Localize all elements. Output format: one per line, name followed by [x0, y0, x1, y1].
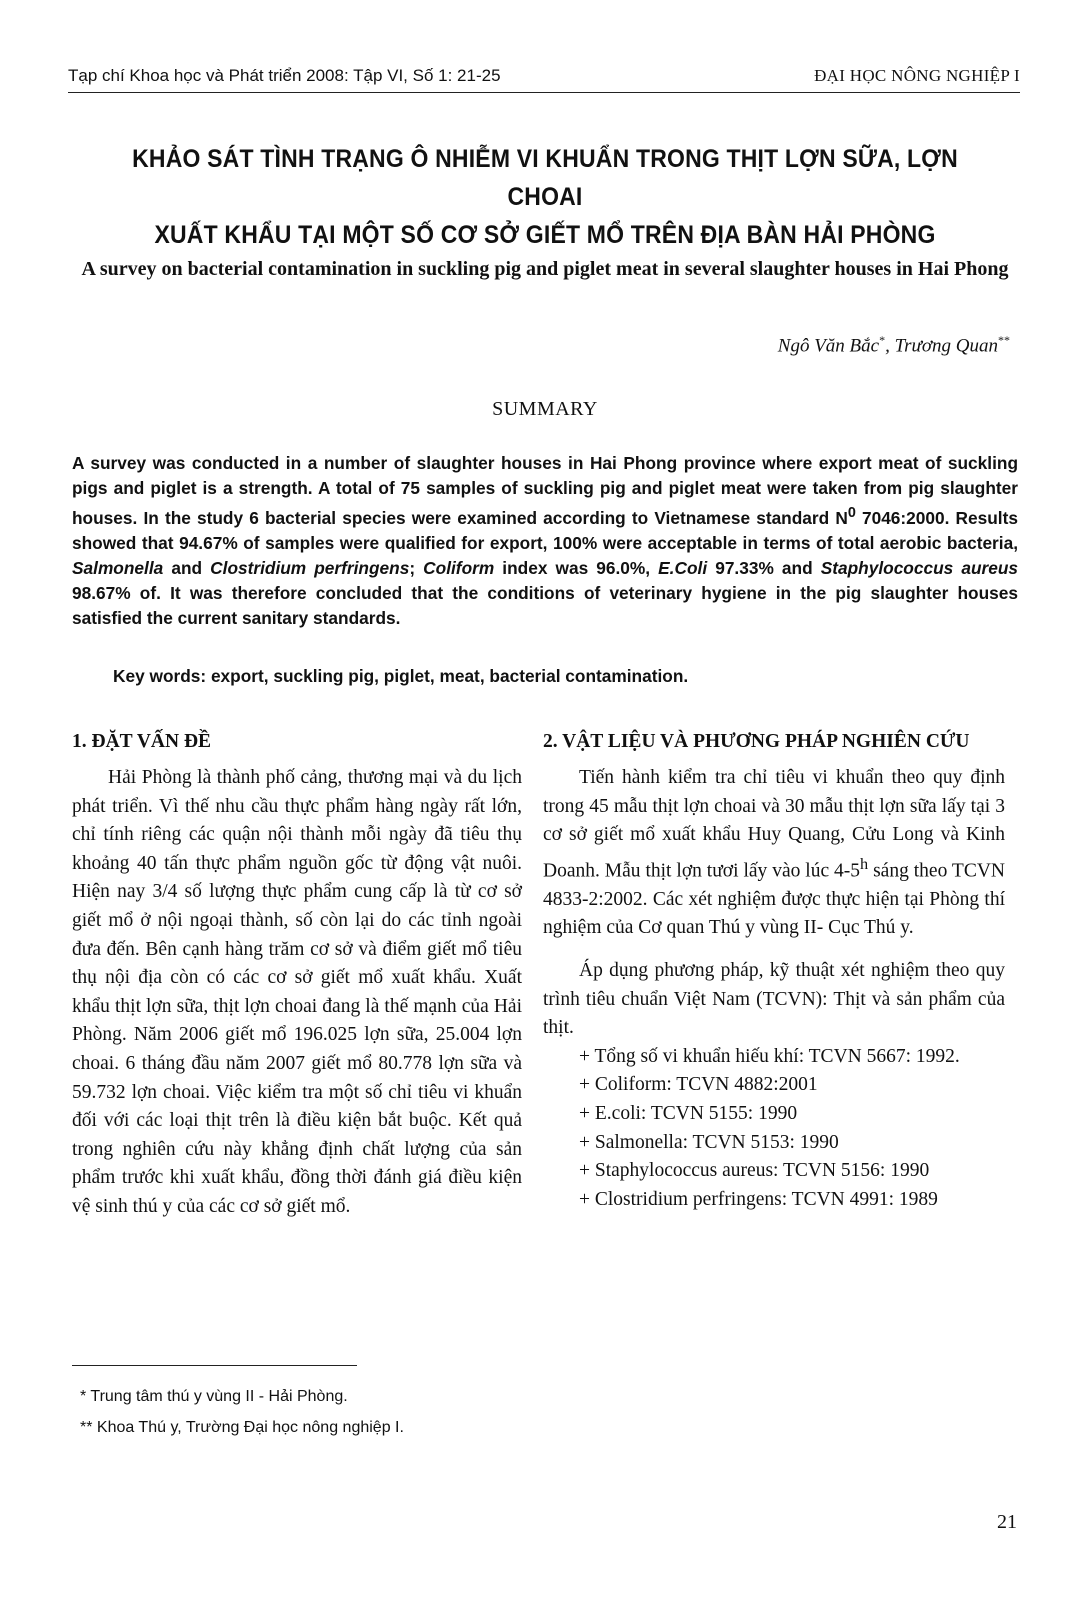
journal-citation: Tạp chí Khoa học và Phát triển 2008: Tập VI, Số 1: 21-25 [68, 66, 501, 85]
footnotes [80, 1381, 404, 1443]
page-number: 21 [997, 1511, 1017, 1533]
standard-item: + Clostridium perfringens: TCVN 4991: 1989 [579, 1188, 938, 1210]
author-1: Ngô Văn Bắc [777, 335, 880, 357]
running-header [68, 66, 1020, 93]
author-2: Trương Quan [894, 335, 998, 357]
vietnamese-title [99, 140, 991, 254]
summary-text-4: 97.33% and [707, 557, 821, 578]
section-1-body: Hải Phòng là thành phố cảng, thương mại và du lịch phát triển. Vì thế nhu cầu thực phẩm hàng ngày rất lớn, chỉ tính riêng các quận nội thành mỗi ngày đã tiêu thụ khoảng 40 tấn thực phẩm nguồn gốc từ động vật nuôi. Hiện nay 3/4 số lượng thực phẩm cung cấp là từ cơ sở giết mổ ở nội ngoại thành, số còn lại do các tỉnh ngoài đưa đến. Bên cạnh hàng trăm cơ sở và điểm giết mổ tiêu thụ nội địa còn có các cơ sở giết mổ xuất khẩu. Xuất khẩu thịt lợn sữa, thịt lợn choai đang là thế mạnh của Hải Phòng. Năm 2006 giết mổ 196.025 lợn sữa, 25.004 lợn choai. 6 tháng đầu năm 2007 giết mổ 80.778 lợn sữa và 59.732 lợn choai. Việc kiểm tra một số chỉ tiêu vi khuẩn đối với các loại thịt trên là điều kiện bắt buộc. Kết quả trong nghiên cứu này khẳng định chất lượng của sản phẩm trước khi xuất khẩu, đồng thời đánh giá điều kiện vệ sinh thú y của các cơ sở giết mổ. [72, 767, 522, 1217]
section-2-heading: 2. VẬT LIỆU VÀ PHƯƠNG PHÁP NGHIÊN CỨU [543, 731, 970, 752]
standard-item: + Salmonella: TCVN 5153: 1990 [579, 1131, 839, 1153]
column-left [72, 728, 522, 1222]
section-2-p1-b: sáng theo TCVN 4833-2:2002. Các xét nghiệm được thực hiện tại Phòng thí nghiệm của Cơ quan Thú y vùng II- Cục Thú y. [543, 860, 1005, 939]
vietnamese-title-line-2: XUẤT KHẨU TẠI MỘT SỐ CƠ SỞ GIẾT MỔ TRÊN ĐỊA BÀN HẢI PHÒNG [154, 221, 936, 249]
footnote-2: ** Khoa Thú y, Trường Đại học nông nghiệp I. [80, 1419, 404, 1436]
standard-item: + Coliform: TCVN 4882:2001 [579, 1074, 818, 1096]
university-name: ĐẠI HỌC NÔNG NGHIỆP I [814, 66, 1020, 85]
term-coliform: Coliform [423, 557, 495, 578]
footnote-1: * Trung tâm thú y vùng II - Hải Phòng. [80, 1388, 348, 1405]
author-1-mark: * [879, 333, 886, 347]
summary-semicolon: ; [409, 557, 424, 578]
summary-text-3: index was 96.0%, [494, 557, 659, 578]
term-salmonella: Salmonella [72, 557, 164, 578]
summary-heading: SUMMARY [492, 398, 598, 420]
standard-item: + Tổng số vi khuẩn hiếu khí: TCVN 5667: 1992. [579, 1045, 960, 1067]
english-title: A survey on bacterial contamination in suckling pig and piglet meat in several slaughter houses in Hai Phong [81, 258, 1009, 280]
author-separator: , [885, 335, 895, 357]
author-2-mark: ** [998, 333, 1010, 347]
column-right [543, 728, 1005, 1214]
vietnamese-title-line-1: KHẢO SÁT TÌNH TRẠNG Ô NHIỄM VI KHUẨN TRONG THỊT LỢN SỮA, LỢN CHOAI [132, 145, 958, 211]
summary-and: and [163, 557, 211, 578]
section-2-paragraph-2: Áp dụng phương pháp, kỹ thuật xét nghiệm theo quy trình tiêu chuẩn Việt Nam (TCVN): Thịt và sản phẩm của thịt. [543, 960, 1005, 1039]
term-ecoli: E.Coli [658, 557, 708, 578]
section-2-p1-a: Tiến hành kiểm tra chỉ tiêu vi khuẩn theo quy định trong 45 mẫu thịt lợn choai và 30 mẫu thịt lợn sữa lấy tại 3 cơ sở giết mổ xuất khẩu Huy Quang, Cửu Long và Kinh Doanh. Mẫu thịt lợn tươi lấy vào lúc 4-5 [543, 767, 1005, 882]
keywords: Key words: export, suckling pig, piglet, meat, bacterial contamination. [113, 666, 689, 686]
summary-sup: 0 [847, 505, 856, 521]
section-2-p1-sup: h [860, 854, 869, 873]
section-2-paragraph-1 [543, 764, 1005, 943]
summary-text-2: 7046:2000. Results showed that 94.67% of samples were qualified for export, 100% were acceptable in terms of total aerobic bacteria, [72, 507, 1018, 553]
term-staphylococcus: Staphylococcus aureus [820, 557, 1019, 578]
standard-item: + E.coli: TCVN 5155: 1990 [579, 1103, 798, 1125]
authors [778, 333, 1010, 357]
standard-item: + Staphylococcus aureus: TCVN 5156: 1990 [579, 1160, 930, 1182]
section-1-heading: 1. ĐẶT VẤN ĐỀ [72, 731, 212, 752]
summary-text-1: A survey was conducted in a number of slaughter houses in Hai Phong province where export meat of suckling pigs and piglet is a strength. A total of 75 samples of suckling pig and piglet meat were taken from pig slaughter houses. In the study 6 bacterial species were examined according to Vietnamese standard N [72, 453, 1018, 528]
footnote-divider [72, 1365, 357, 1366]
summary-text-5: 98.67% of. It was therefore concluded that the conditions of veterinary hygiene in the pig slaughter houses satisfied the current sanitary standards. [72, 582, 1018, 628]
term-clostridium: Clostridium perfringens [210, 557, 410, 578]
summary-abstract [72, 451, 1018, 631]
